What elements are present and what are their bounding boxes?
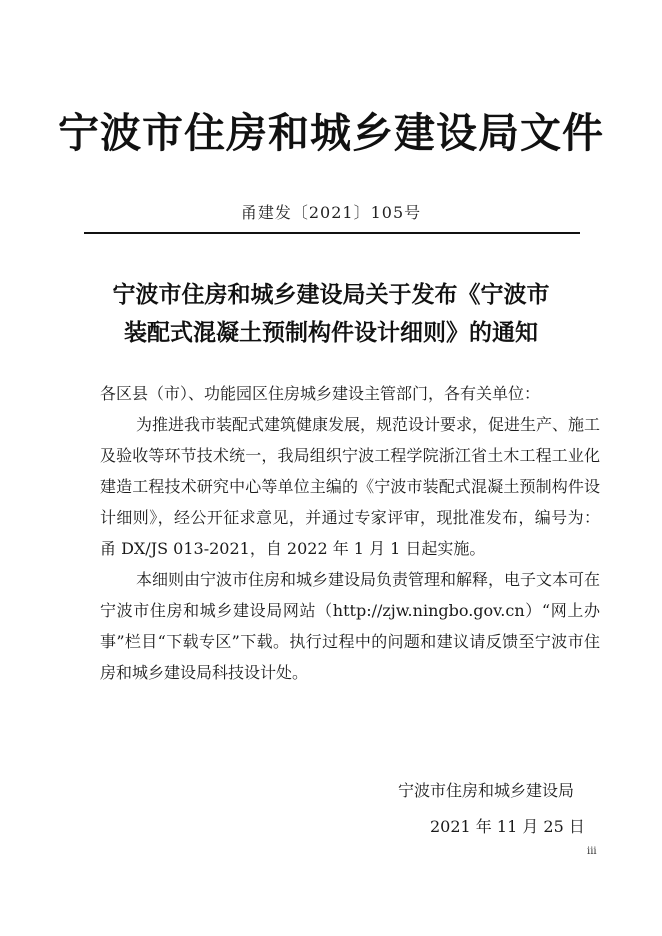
document-header-title: 宁波市住房和城乡建设局文件 <box>58 109 604 157</box>
notice-title-line-1: 宁波市住房和城乡建设局关于发布《宁波市 <box>112 281 550 308</box>
signature-date: 2021 年 11 月 25 日 <box>430 817 585 836</box>
page-number: iii <box>587 846 597 857</box>
notice-title-line-2: 装配式混凝土预制构件设计细则》的通知 <box>124 319 538 346</box>
notice-body <box>100 378 600 688</box>
notice-title <box>0 276 662 352</box>
body-paragraph-1: 为推进我市装配式建筑健康发展，规范设计要求，促进生产、施工及验收等环节技术统一，我局组织宁波工程学院浙江省土木工程工业化建造工程技术研究中心等单位主编的《宁波市装配式混凝土预制构件设计细则》，经公开征求意见，并通过专家评审，现批准发布，编号为：甬 DX/JS 013-2021，自 2022 年 1 月 1 日起实施。 <box>100 415 601 558</box>
body-paragraph-2: 本细则由宁波市住房和城乡建设局负责管理和解释，电子文本可在宁波市住房和城乡建设局网站（http://zjw.ningbo.gov.cn）“网上办事”栏目“下载专区”下载。执行过程中的问题和建议请反馈至宁波市住房和城乡建设局科技设计处。 <box>100 570 601 682</box>
document-number: 甬建发〔2021〕105号 <box>240 203 422 222</box>
signature-organization: 宁波市住房和城乡建设局 <box>398 781 575 800</box>
addressee-line: 各区县（市）、功能园区住房城乡建设主管部门，各有关单位： <box>100 384 541 403</box>
header-divider <box>84 232 580 234</box>
